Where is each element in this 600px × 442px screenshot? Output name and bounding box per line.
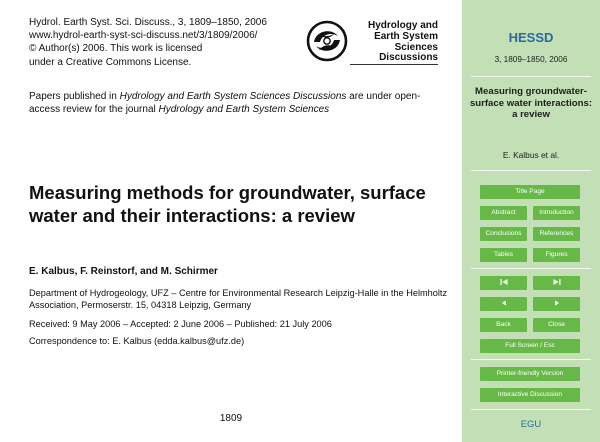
figures-button[interactable]: Figures	[533, 248, 580, 262]
sidebar-divider	[471, 76, 591, 77]
citation-block	[29, 16, 267, 69]
journal-logo	[306, 20, 438, 68]
hess-swirl-icon	[306, 20, 348, 62]
logo-line: Hydrology and	[367, 20, 438, 31]
article-affiliation: Department of Hydrogeology, UFZ – Centre for Environmental Research Leipzig-Halle in the Helmholtz Association, Permoserstr. 15, 04318 Leipzig, Germany	[29, 288, 448, 310]
sidebar-short-title: Measuring groundwater-surface water interactions: a review	[469, 86, 593, 121]
previous-page-icon	[500, 300, 508, 306]
abstract-button[interactable]: Abstract	[480, 206, 527, 220]
notice-text: are under open-access review for the journal	[29, 91, 421, 115]
citation-line: Hydrol. Earth Syst. Sci. Discuss., 3, 1809–1850, 2006	[29, 17, 267, 28]
close-button[interactable]: Close	[533, 318, 580, 332]
first-page-icon	[500, 279, 508, 285]
sidebar-divider	[471, 359, 591, 360]
logo-line: Sciences	[394, 41, 438, 53]
sidebar-divider	[471, 268, 591, 269]
last-page-icon	[553, 279, 561, 285]
article-title: Measuring methods for groundwater, surface water and their interactions: a review	[29, 182, 426, 226]
last-page-button[interactable]	[533, 276, 580, 290]
page-number: 1809	[219, 413, 243, 424]
title-page-button[interactable]: Title Page	[480, 185, 580, 199]
back-button[interactable]: Back	[480, 318, 527, 332]
sidebar-divider	[471, 170, 591, 171]
notice-journal: Hydrology and Earth System Sciences	[158, 104, 330, 115]
sidebar-journal-name: HESSD	[508, 30, 554, 45]
sidebar-panel	[462, 0, 600, 442]
article-dates: Received: 9 May 2006 – Accepted: 2 June 2006 – Published: 21 July 2006	[29, 319, 332, 329]
sidebar-divider	[471, 409, 591, 410]
previous-page-button[interactable]	[480, 297, 527, 311]
article-authors: E. Kalbus, F. Reinstorf, and M. Schirmer	[29, 266, 218, 277]
first-page-button[interactable]	[480, 276, 527, 290]
sidebar-authors: E. Kalbus et al.	[502, 150, 560, 160]
references-button[interactable]: References	[533, 227, 580, 241]
full-screen-button[interactable]: Full Screen / Esc	[480, 339, 580, 353]
logo-line: Discussions	[379, 52, 438, 64]
conclusions-button[interactable]: Conclusions	[480, 227, 527, 241]
notice-journal-discussions: Hydrology and Earth System Sciences Discussions	[119, 91, 347, 102]
tables-button[interactable]: Tables	[480, 248, 527, 262]
notice-text: Papers published in	[29, 91, 120, 102]
logo-wordmark	[368, 21, 438, 64]
printer-friendly-button[interactable]: Printer-friendly Version	[480, 367, 580, 381]
logo-divider	[350, 64, 438, 65]
review-notice	[29, 90, 439, 116]
sidebar-pages: 3, 1809–1850, 2006	[494, 55, 568, 64]
correspondence: Correspondence to: E. Kalbus (edda.kalbus@ufz.de)	[29, 336, 245, 346]
interactive-discussion-button[interactable]: Interactive Discussion	[480, 388, 580, 402]
citation-url[interactable]: www.hydrol-earth-syst-sci-discuss.net/3/1809/2006/	[29, 30, 258, 42]
next-page-button[interactable]	[533, 297, 580, 311]
logo-line: Earth System	[374, 30, 438, 42]
citation-line: under a Creative Commons License.	[29, 56, 192, 68]
publisher-egu: EGU	[520, 419, 542, 430]
citation-line: © Author(s) 2006. This work is licensed	[29, 43, 203, 55]
next-page-icon	[553, 300, 561, 306]
introduction-button[interactable]: Introduction	[533, 206, 580, 220]
